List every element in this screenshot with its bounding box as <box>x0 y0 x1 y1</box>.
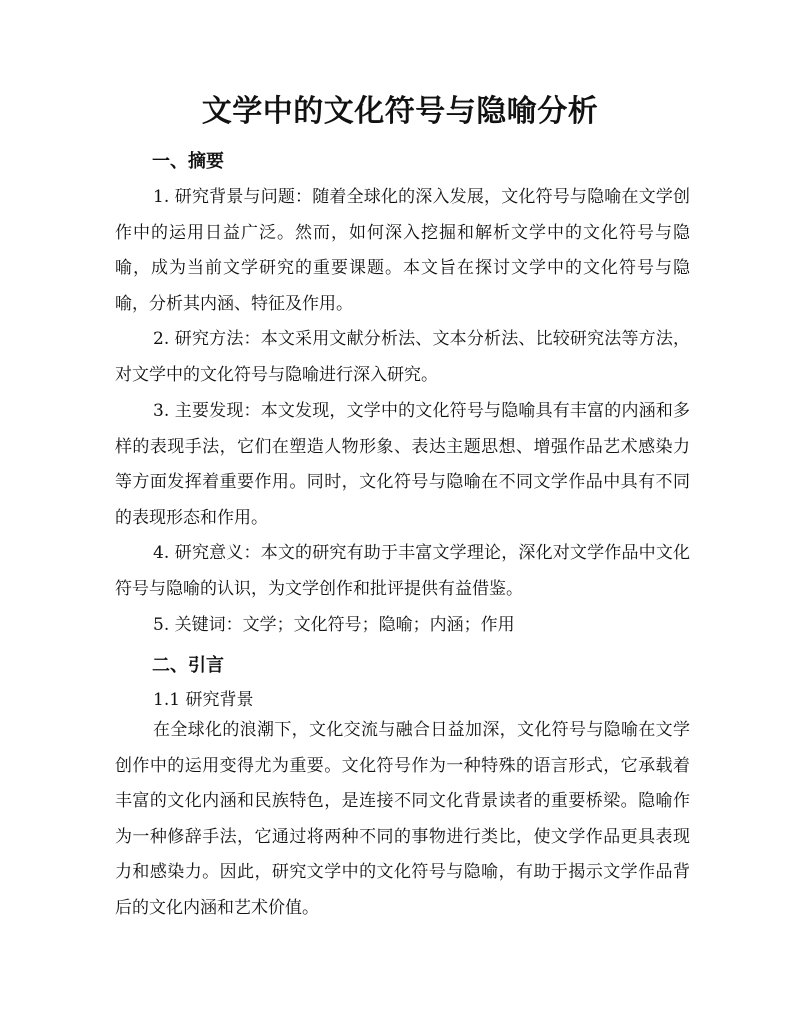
abstract-item-1: 1. 研究背景与问题：随着全球化的深入发展，文化符号与隐喻在文学创作中的运用日益广泛。然而，如何深入挖掘和解析文学中的文化符号与隐喻，成为当前文学研究的重要课题。本文旨在探讨文学中的文化符号与隐喻，分析其内涵、特征及作用。 <box>115 187 690 314</box>
introduction-paragraph: 在全球化的浪潮下，文化交流与融合日益加深，文化符号与隐喻在文学创作中的运用变得尤为重要。文化符号作为一种特殊的语言形式，它承载着丰富的文化内涵和民族特色，是连接不同文化背景读者的重要桥梁。隐喻作为一种修辞手法，它通过将两种不同的事物进行类比，使文学作品更具表现力和感染力。因此，研究文学中的文化符号与隐喻，有助于揭示文学作品背后的文化内涵和艺术价值。 <box>115 720 690 918</box>
abstract-item-2: 2. 研究方法：本文采用文献分析法、文本分析法、比较研究法等方法，对文学中的文化符号与隐喻进行深入研究。 <box>115 329 690 385</box>
section-heading-introduction: 二、引言 <box>152 655 224 676</box>
section-heading-abstract: 一、摘要 <box>152 151 224 172</box>
subsection-heading-background: 1.1 研究背景 <box>153 690 254 710</box>
page-title: 文学中的文化符号与隐喻分析 <box>201 94 599 129</box>
abstract-item-4: 4. 研究意义：本文的研究有助于丰富文学理论，深化对文学作品中文化符号与隐喻的认识，为文学创作和批评提供有益借鉴。 <box>115 543 690 599</box>
abstract-item-5: 5. 关键词：文学；文化符号；隐喻；内涵；作用 <box>153 615 515 635</box>
abstract-item-3: 3. 主要发现：本文发现，文学中的文化符号与隐喻具有丰富的内涵和多样的表现手法，它们在塑造人物形象、表达主题思想、增强作品艺术感染力等方面发挥着重要作用。同时，文化符号与隐喻在不同文学作品中具有不同的表现形态和作用。 <box>115 401 690 528</box>
